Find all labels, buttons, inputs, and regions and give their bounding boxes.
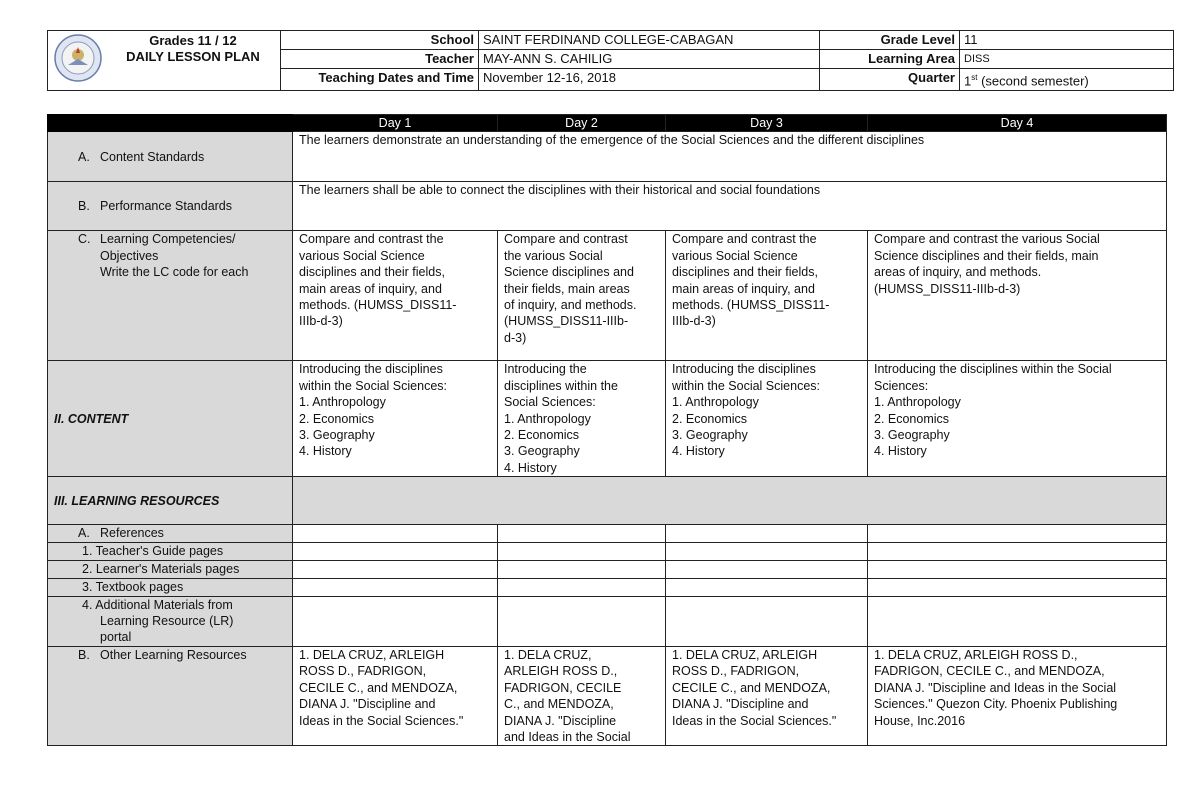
performance-standards-label: B. Performance Standards bbox=[48, 182, 293, 231]
content-label: II. CONTENT bbox=[48, 361, 293, 477]
other-resources-day-1: 1. DELA CRUZ, ARLEIGH ROSS D., FADRIGON, CECILE C., and MENDOZA, DIANA J. "Discipline and Ideas in the Social Sciences." bbox=[293, 646, 498, 745]
day-1-header: Day 1 bbox=[293, 115, 498, 132]
content-standards-text: The learners demonstrate an understanding of the emergence of the Social Sciences and the different disciplines bbox=[293, 132, 1167, 182]
quarter-value: 1st (second semester) bbox=[960, 69, 1174, 91]
day-3-header: Day 3 bbox=[666, 115, 868, 132]
teacher-value: MAY-ANN S. CAHILIG bbox=[479, 50, 820, 69]
learning-area-value: DISS bbox=[960, 50, 1174, 69]
dates-label: Teaching Dates and Time bbox=[281, 69, 479, 91]
textbook-row bbox=[48, 578, 1167, 596]
other-resources-day-2: 1. DELA CRUZ, ARLEIGH ROSS D., FADRIGON, CECILE C., and MENDOZA, DIANA J. "Discipline and Ideas in the Social bbox=[498, 646, 666, 745]
teacher-label: Teacher bbox=[281, 50, 479, 69]
deped-seal-icon bbox=[53, 33, 103, 83]
content-day-1: Introducing the disciplines within the Social Sciences: 1. Anthropology 2. Economics 3. Geography 4. History bbox=[293, 361, 498, 477]
content-standards-label: A. Content Standards bbox=[48, 132, 293, 182]
other-resources-day-3: 1. DELA CRUZ, ARLEIGH ROSS D., FADRIGON, CECILE C., and MENDOZA, DIANA J. "Discipline and Ideas in the Social Sciences." bbox=[666, 646, 868, 745]
grades-label: Grades 11 / 12 bbox=[149, 33, 237, 48]
tg-row bbox=[48, 542, 1167, 560]
quarter-label: Quarter bbox=[820, 69, 960, 91]
additional-materials-label: 4. Additional Materials from Learning Resource (LR) portal bbox=[48, 596, 293, 646]
content-day-4: Introducing the disciplines within the Social Sciences: 1. Anthropology 2. Economics 3. Geography 4. History bbox=[868, 361, 1167, 477]
learning-resources-label: III. LEARNING RESOURCES bbox=[48, 477, 293, 525]
content-standards-row bbox=[48, 132, 1167, 182]
other-resources-day-4: 1. DELA CRUZ, ARLEIGH ROSS D., FADRIGON, CECILE C., and MENDOZA, DIANA J. "Discipline and Ideas in the Social Sciences." Quezon City. Phoenix Publishing House, Inc.2016 bbox=[868, 646, 1167, 745]
textbook-label: 3. Textbook pages bbox=[48, 578, 293, 596]
competency-day-3: Compare and contrast the various Social Science disciplines and their fields, main areas of inquiry, and methods. (HUMSS_DISS11- IIIb-d-3) bbox=[666, 231, 868, 361]
content-day-2: Introducing the disciplines within the Social Sciences: 1. Anthropology 2. Economics 3. Geography 4. History bbox=[498, 361, 666, 477]
performance-standards-text: The learners shall be able to connect the disciplines with their historical and social foundations bbox=[293, 182, 1167, 231]
lm-row bbox=[48, 560, 1167, 578]
lesson-plan-table bbox=[47, 114, 1167, 746]
grade-level-value: 11 bbox=[960, 31, 1174, 50]
tg-label: 1. Teacher's Guide pages bbox=[48, 542, 293, 560]
content-row bbox=[48, 361, 1167, 477]
additional-materials-row bbox=[48, 596, 1167, 646]
other-resources-row bbox=[48, 646, 1167, 745]
header-table bbox=[47, 30, 1174, 91]
other-resources-label: B. Other Learning Resources bbox=[48, 646, 293, 745]
learning-resources-shaded bbox=[293, 477, 1167, 525]
competencies-label: C. Learning Competencies/ Objectives Write the LC code for each bbox=[48, 231, 293, 361]
grades-cell bbox=[48, 31, 281, 91]
references-row bbox=[48, 525, 1167, 542]
learning-area-label: Learning Area bbox=[820, 50, 960, 69]
lm-label: 2. Learner's Materials pages bbox=[48, 560, 293, 578]
grade-level-label: Grade Level bbox=[820, 31, 960, 50]
day-header-row bbox=[48, 115, 1167, 132]
competency-day-4: Compare and contrast the various Social Science disciplines and their fields, main areas of inquiry, and methods. (HUMSS_DISS11-IIIb-d-3) bbox=[868, 231, 1167, 361]
school-label: School bbox=[281, 31, 479, 50]
competencies-row bbox=[48, 231, 1167, 361]
competency-day-1: Compare and contrast the various Social Science disciplines and their fields, main areas of inquiry, and methods. (HUMSS_DISS11- IIIb-d-3) bbox=[293, 231, 498, 361]
plan-title: DAILY LESSON PLAN bbox=[126, 49, 260, 64]
day-2-header: Day 2 bbox=[498, 115, 666, 132]
learning-resources-row bbox=[48, 477, 1167, 525]
competency-day-2: Compare and contrast the various Social Science disciplines and their fields, main areas of inquiry, and methods. (HUMSS_DISS11-IIIb- d-3) bbox=[498, 231, 666, 361]
dates-value: November 12-16, 2018 bbox=[479, 69, 820, 91]
day-4-header: Day 4 bbox=[868, 115, 1167, 132]
content-day-3: Introducing the disciplines within the Social Sciences: 1. Anthropology 2. Economics 3. Geography 4. History bbox=[666, 361, 868, 477]
performance-standards-row bbox=[48, 182, 1167, 231]
school-value: SAINT FERDINAND COLLEGE-CABAGAN bbox=[479, 31, 820, 50]
references-label: A. References bbox=[48, 525, 293, 542]
